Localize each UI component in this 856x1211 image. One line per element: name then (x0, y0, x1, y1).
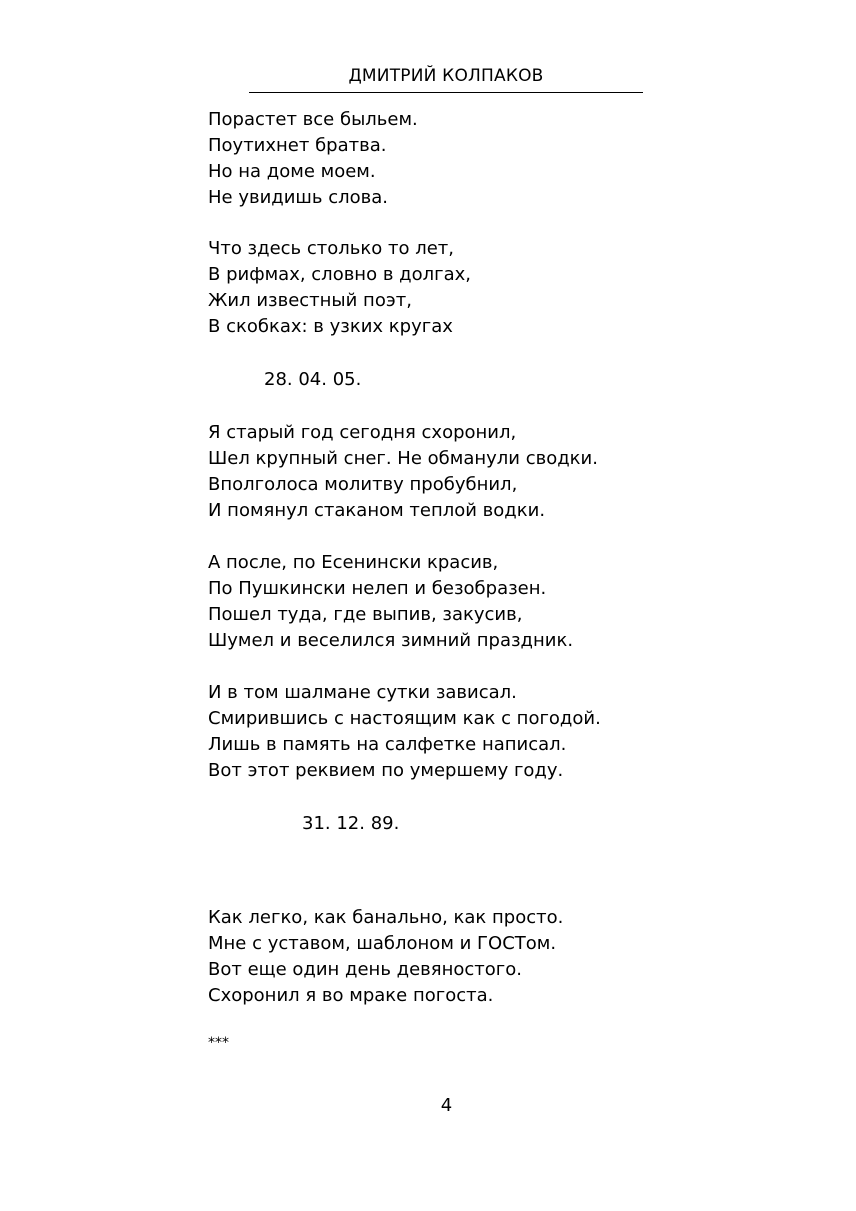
verse-line: В скобках: в узких кругах (208, 316, 453, 337)
verse-line: И в том шалмане сутки зависал. (208, 682, 517, 703)
verse-line: В рифмах, словно в долгах, (208, 264, 471, 285)
verse-line: Вот еще один день девяностого. (208, 959, 522, 980)
verse-line: Жил известный поэт, (208, 290, 412, 311)
verse-line: Но на доме моем. (208, 161, 376, 182)
verse-line: Пошел туда, где выпив, закусив, (208, 604, 523, 625)
poem-2-stanza-1 (208, 420, 598, 524)
poem-1-date: 28. 04. 05. (264, 369, 362, 390)
section-separator: *** (208, 1035, 229, 1051)
verse-line: Шел крупный снег. Не обманули сводки. (208, 448, 598, 469)
verse-line: Поутихнет братва. (208, 135, 387, 156)
verse-line: Мне с уставом, шаблоном и ГОСТом. (208, 933, 557, 954)
verse-line: Вполголоса молитву пробубнил, (208, 474, 518, 495)
poem-3-stanza-1 (208, 905, 563, 1009)
poem-1-stanza-2 (208, 236, 471, 340)
verse-line: Порастет все быльем. (208, 109, 418, 130)
verse-line: Схоронил я во мраке погоста. (208, 985, 494, 1006)
poem-2-date: 31. 12. 89. (302, 813, 400, 834)
verse-line: Я старый год сегодня схоронил, (208, 422, 517, 443)
poem-2-stanza-2 (208, 550, 573, 654)
verse-line: И помянул стаканом теплой водки. (208, 500, 546, 521)
verse-line: По Пушкински нелеп и безобразен. (208, 578, 547, 599)
poem-1-stanza-1 (208, 107, 418, 211)
poem-2-stanza-3 (208, 680, 601, 784)
verse-line: Что здесь столько то лет, (208, 238, 454, 259)
running-header-author: ДМИТРИЙ КОЛПАКОВ (249, 64, 643, 93)
verse-line: Не увидишь слова. (208, 187, 389, 208)
verse-line: А после, по Есенински красив, (208, 552, 499, 573)
verse-line: Шумел и веселился зимний праздник. (208, 630, 574, 651)
verse-line: Лишь в память на салфетке написал. (208, 734, 567, 755)
verse-line: Смирившись с настоящим как с погодой. (208, 708, 601, 729)
page-number: 4 (440, 1095, 453, 1116)
verse-line: Вот этот реквием по умершему году. (208, 760, 564, 781)
verse-line: Как легко, как банально, как просто. (208, 907, 564, 928)
